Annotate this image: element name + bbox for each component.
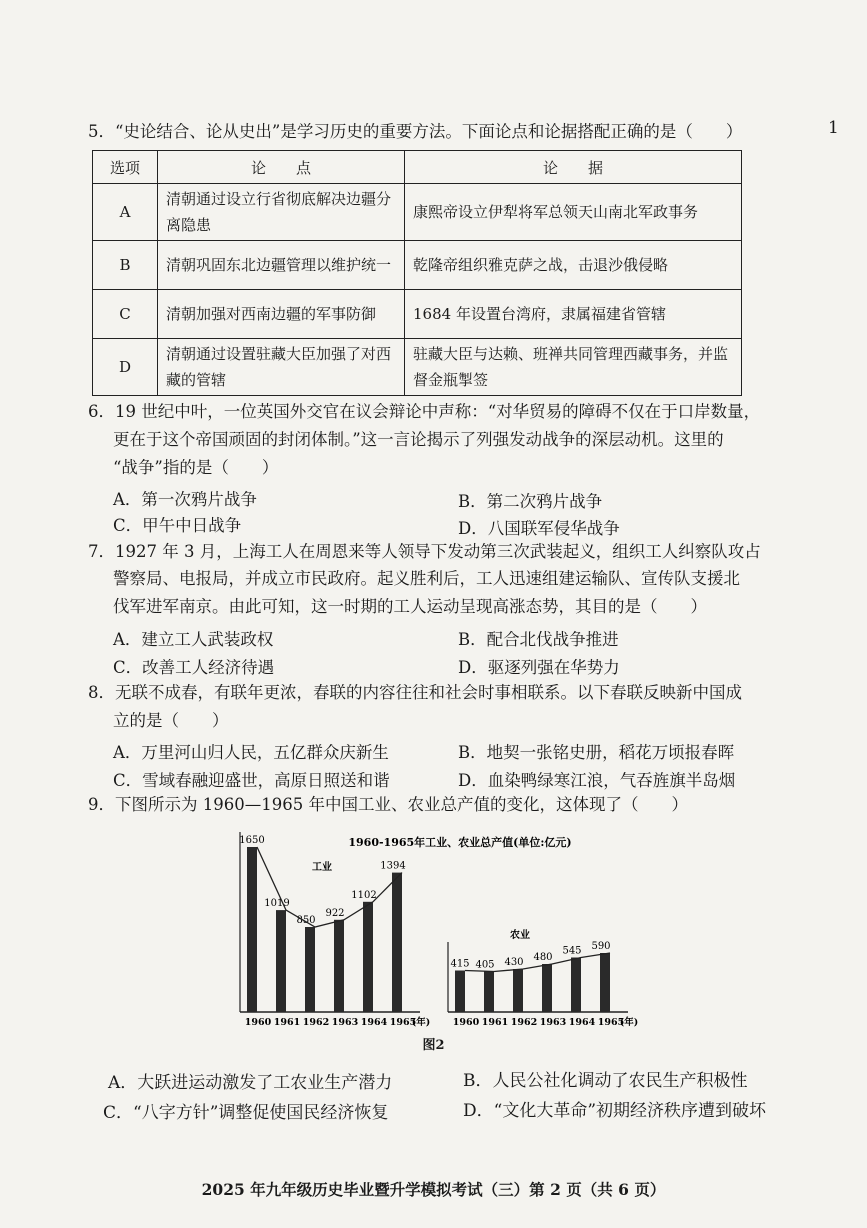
bar-industry-1961	[276, 910, 286, 1012]
row-claim: 清朝巩固东北边疆管理以维护统一	[158, 241, 405, 290]
tick-label-agriculture-1965: 1965	[597, 1017, 625, 1028]
data-label-agriculture-1960: 415	[450, 958, 470, 970]
q8-option-c[interactable]: C．雪域春融迎盛世，高原日照送和谐	[113, 771, 390, 790]
bar-agriculture-1965	[600, 953, 610, 1012]
q6-option-d[interactable]: D．八国联军侵华战争	[458, 519, 620, 538]
data-label-industry-1963: 922	[325, 907, 345, 919]
q5-table	[92, 150, 742, 396]
figure-caption: 图2	[422, 1038, 445, 1053]
tick-label-industry-1964: 1964	[360, 1017, 388, 1028]
tick-label-industry-1965: 1965	[389, 1017, 417, 1028]
tick-label-agriculture-1961: 1961	[481, 1017, 509, 1028]
row-claim: 清朝通过设立行省彻底解决边疆分离隐患	[158, 184, 405, 241]
row-evidence: 驻藏大臣与达赖、班禅共同管理西藏事务，并监督金瓶掣签	[405, 339, 742, 396]
q7-option-c[interactable]: C．改善工人经济待遇	[113, 658, 275, 677]
x-unit-label-industry: (年)	[411, 1017, 431, 1028]
tick-label-agriculture-1964: 1964	[568, 1017, 596, 1028]
tick-label-agriculture-1960: 1960	[452, 1017, 480, 1028]
data-label-agriculture-1962: 430	[504, 957, 524, 968]
q6-option-a[interactable]: A．第一次鸦片战争	[113, 490, 257, 509]
data-label-industry-1962: 850	[296, 915, 316, 926]
header-evidence: 论 据	[405, 151, 742, 184]
q9-stem: 9．下图所示为 1960—1965 年中国工业、农业总产值的变化，这体现了（ ）	[88, 795, 688, 814]
q8-line-1: 8．无联不成春，有联年更浓，春联的内容往往和社会时事相联系。以下春联反映新中国成	[88, 683, 742, 702]
q9-option-d[interactable]: D．“文化大革命”初期经济秩序遭到破坏	[463, 1101, 767, 1121]
table-row	[93, 241, 742, 290]
data-label-agriculture-1963: 480	[533, 952, 553, 963]
tick-label-industry-1960: 1960	[244, 1017, 272, 1028]
row-evidence: 1684 年设置台湾府，隶属福建省管辖	[405, 290, 742, 339]
bar-industry-1962	[305, 927, 315, 1012]
chart-title: 1960-1965年工业、农业总产值(单位:亿元)	[348, 836, 572, 849]
q7-line-2: 警察局、电报局，并成立市民政府。起义胜利后，工人迅速组建运输队、宣传队支援北	[113, 569, 740, 588]
table-row	[93, 184, 742, 241]
row-evidence: 乾隆帝组织雅克萨之战，击退沙俄侵略	[405, 241, 742, 290]
bar-industry-1963	[334, 920, 344, 1012]
q6-option-b[interactable]: B．第二次鸦片战争	[458, 492, 603, 511]
q6-line-3: “战争”指的是（ ）	[113, 458, 279, 477]
q9-option-c[interactable]: C．“八字方针”调整促使国民经济恢复	[103, 1103, 389, 1123]
production-bar-chart	[230, 828, 650, 1058]
row-claim: 清朝加强对西南边疆的军事防御	[158, 290, 405, 339]
q8-option-d[interactable]: D．血染鸭绿寒江浪，气吞旌旗半岛烟	[458, 771, 736, 790]
row-option: D	[93, 339, 158, 396]
page-footer: 2025 年九年级历史毕业暨升学模拟考试（三）第 2 页（共 6 页）	[201, 1180, 666, 1199]
header-option: 选项	[93, 151, 158, 184]
tick-label-agriculture-1962: 1962	[510, 1017, 538, 1028]
bar-industry-1960	[247, 847, 257, 1012]
data-label-industry-1964: 1102	[351, 889, 377, 901]
q9-option-b[interactable]: B．人民公社化调动了农民生产积极性	[463, 1071, 748, 1091]
tick-label-industry-1963: 1963	[331, 1017, 359, 1028]
series-label-agriculture: 农业	[510, 930, 530, 941]
table-header-row	[93, 151, 742, 184]
bar-agriculture-1963	[542, 964, 552, 1012]
q6-line-1: 6．19 世纪中叶，一位英国外交官在议会辩论中声称：“对华贸易的障碍不仅在于口岸数量，	[88, 402, 761, 421]
data-label-agriculture-1965: 590	[591, 941, 611, 952]
bar-agriculture-1960	[455, 971, 465, 1013]
tick-label-industry-1961: 1961	[273, 1017, 301, 1028]
tick-label-industry-1962: 1962	[302, 1017, 330, 1028]
q7-line-3: 伐军进军南京。由此可知，这一时期的工人运动呈现高涨态势，其目的是（ ）	[113, 597, 707, 616]
q8-option-a[interactable]: A．万里河山归人民，五亿群众庆新生	[113, 743, 389, 762]
q7-option-d[interactable]: D．驱逐列强在华势力	[458, 658, 620, 677]
data-label-industry-1960: 1650	[239, 835, 265, 846]
q5-stem: 5．“史论结合、论从史出”是学习历史的重要方法。下面论点和论据搭配正确的是（ ）	[88, 122, 743, 141]
bar-industry-1965	[392, 873, 402, 1012]
table-row	[93, 339, 742, 396]
row-option: A	[93, 184, 158, 241]
q6-line-2: 更在于这个帝国顽固的封闭体制。”这一言论揭示了列强发动战争的深层动机。这里的	[113, 430, 724, 449]
data-label-agriculture-1964: 545	[562, 945, 582, 957]
row-evidence: 康熙帝设立伊犁将军总领天山南北军政事务	[405, 184, 742, 241]
table-row	[93, 290, 742, 339]
data-label-industry-1965: 1394	[380, 860, 406, 872]
row-option: C	[93, 290, 158, 339]
q8-line-2: 立的是（ ）	[113, 711, 229, 730]
page-number-marker: 1	[828, 118, 839, 138]
series-label-industry: 工业	[312, 862, 332, 873]
q7-option-a[interactable]: A．建立工人武装政权	[113, 630, 274, 649]
row-claim: 清朝通过设置驻藏大臣加强了对西藏的管辖	[158, 339, 405, 396]
row-option: B	[93, 241, 158, 290]
header-claim: 论 点	[158, 151, 405, 184]
x-unit-label-agriculture: (年)	[619, 1017, 639, 1028]
bar-agriculture-1962	[513, 969, 523, 1012]
tick-label-agriculture-1963: 1963	[539, 1017, 567, 1028]
bar-agriculture-1964	[571, 958, 581, 1013]
q7-option-b[interactable]: B．配合北伐战争推进	[458, 630, 619, 649]
q9-option-a[interactable]: A．大跃进运动激发了工农业生产潜力	[108, 1073, 393, 1093]
q6-option-c[interactable]: C．甲午中日战争	[113, 516, 242, 535]
q8-option-b[interactable]: B．地契一张铭史册，稻花万顷报春晖	[458, 743, 735, 762]
data-label-agriculture-1961: 405	[475, 959, 495, 971]
bar-industry-1964	[363, 902, 373, 1012]
bar-agriculture-1961	[484, 972, 494, 1013]
data-label-industry-1961: 1019	[264, 898, 290, 910]
q7-line-1: 7．1927 年 3 月，上海工人在周恩来等人领导下发动第三次武装起义，组织工人纠察队攻占	[88, 542, 761, 561]
